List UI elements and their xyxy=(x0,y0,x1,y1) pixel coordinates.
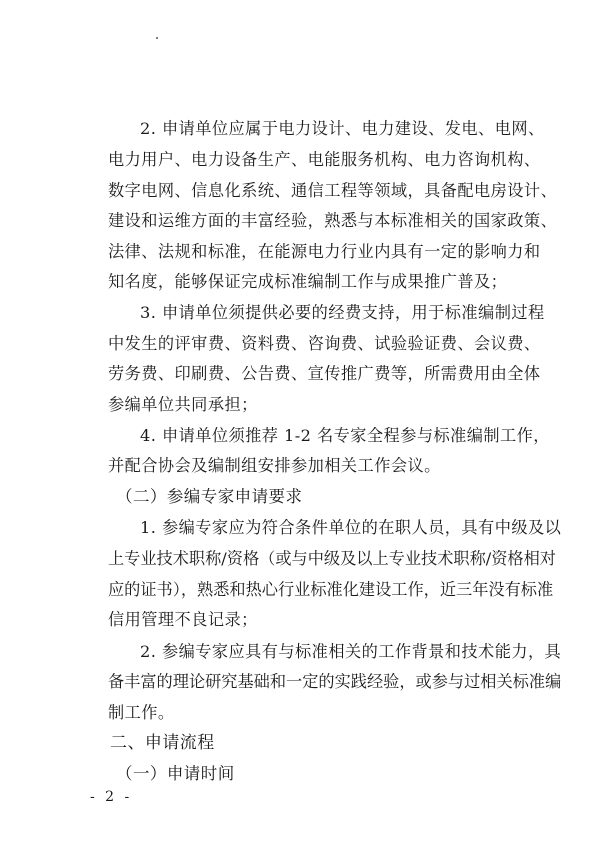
page-number: - 2 - xyxy=(90,789,133,805)
paragraph-line: 备丰富的理论研究基础和一定的实践经验，或参与过相关标准编 xyxy=(108,672,562,691)
paragraph-line: 数字电网、信息化系统、通信工程等领域，具备配电房设计、 xyxy=(108,181,558,200)
section-heading: 二、申请流程 xyxy=(110,733,215,753)
subsection-heading: （二）参编专家申请要求 xyxy=(116,487,303,506)
paragraph-line: 制工作。 xyxy=(108,703,175,722)
paragraph-line: 2. 申请单位应属于电力设计、电力建设、发电、电网、 xyxy=(140,119,545,138)
paragraph-line: 中发生的评审费、资料费、咨询费、试验验证费、会议费、 xyxy=(108,334,541,353)
paragraph-line: 应的证书），熟悉和热心行业标准化建设工作，近三年没有标准 xyxy=(108,580,554,599)
paragraph-line: 1. 参编专家应为符合条件单位的在职人员，具有中级及以 xyxy=(140,518,562,537)
paragraph-line: 2. 参编专家应具有与标准相关的工作背景和技术能力，具 xyxy=(140,642,562,661)
paragraph-line: 并配合协会及编制组安排参加相关工作会议。 xyxy=(108,456,441,475)
paragraph-line: 劳务费、印刷费、公告费、宣传推广费等，所需费用由全体 xyxy=(108,364,541,383)
paragraph-line: 信用管理不良记录； xyxy=(108,610,258,629)
paragraph-line: 上专业技术职称/资格（或与中级及以上专业技术职称/资格相对 xyxy=(108,549,556,568)
paragraph-line: 4. 申请单位须推荐 1-2 名专家全程参与标准编制工作， xyxy=(140,426,550,445)
subsection-heading: （一）申请时间 xyxy=(116,764,235,783)
paragraph-line: 参编单位共同承担； xyxy=(108,395,258,414)
scan-speck xyxy=(156,37,158,39)
paragraph-line: 电力用户、电力设备生产、电能服务机构、电力咨询机构、 xyxy=(108,150,541,169)
paragraph-line: 3. 申请单位须提供必要的经费支持，用于标准编制过程 xyxy=(140,303,545,322)
paragraph-line: 建设和运维方面的丰富经验，熟悉与本标准相关的国家政策、 xyxy=(108,211,558,230)
paragraph-line: 法律、法规和标准，在能源电力行业内具有一定的影响力和 xyxy=(108,242,541,261)
paragraph-line: 知名度，能够保证完成标准编制工作与成果推广普及； xyxy=(108,272,508,291)
